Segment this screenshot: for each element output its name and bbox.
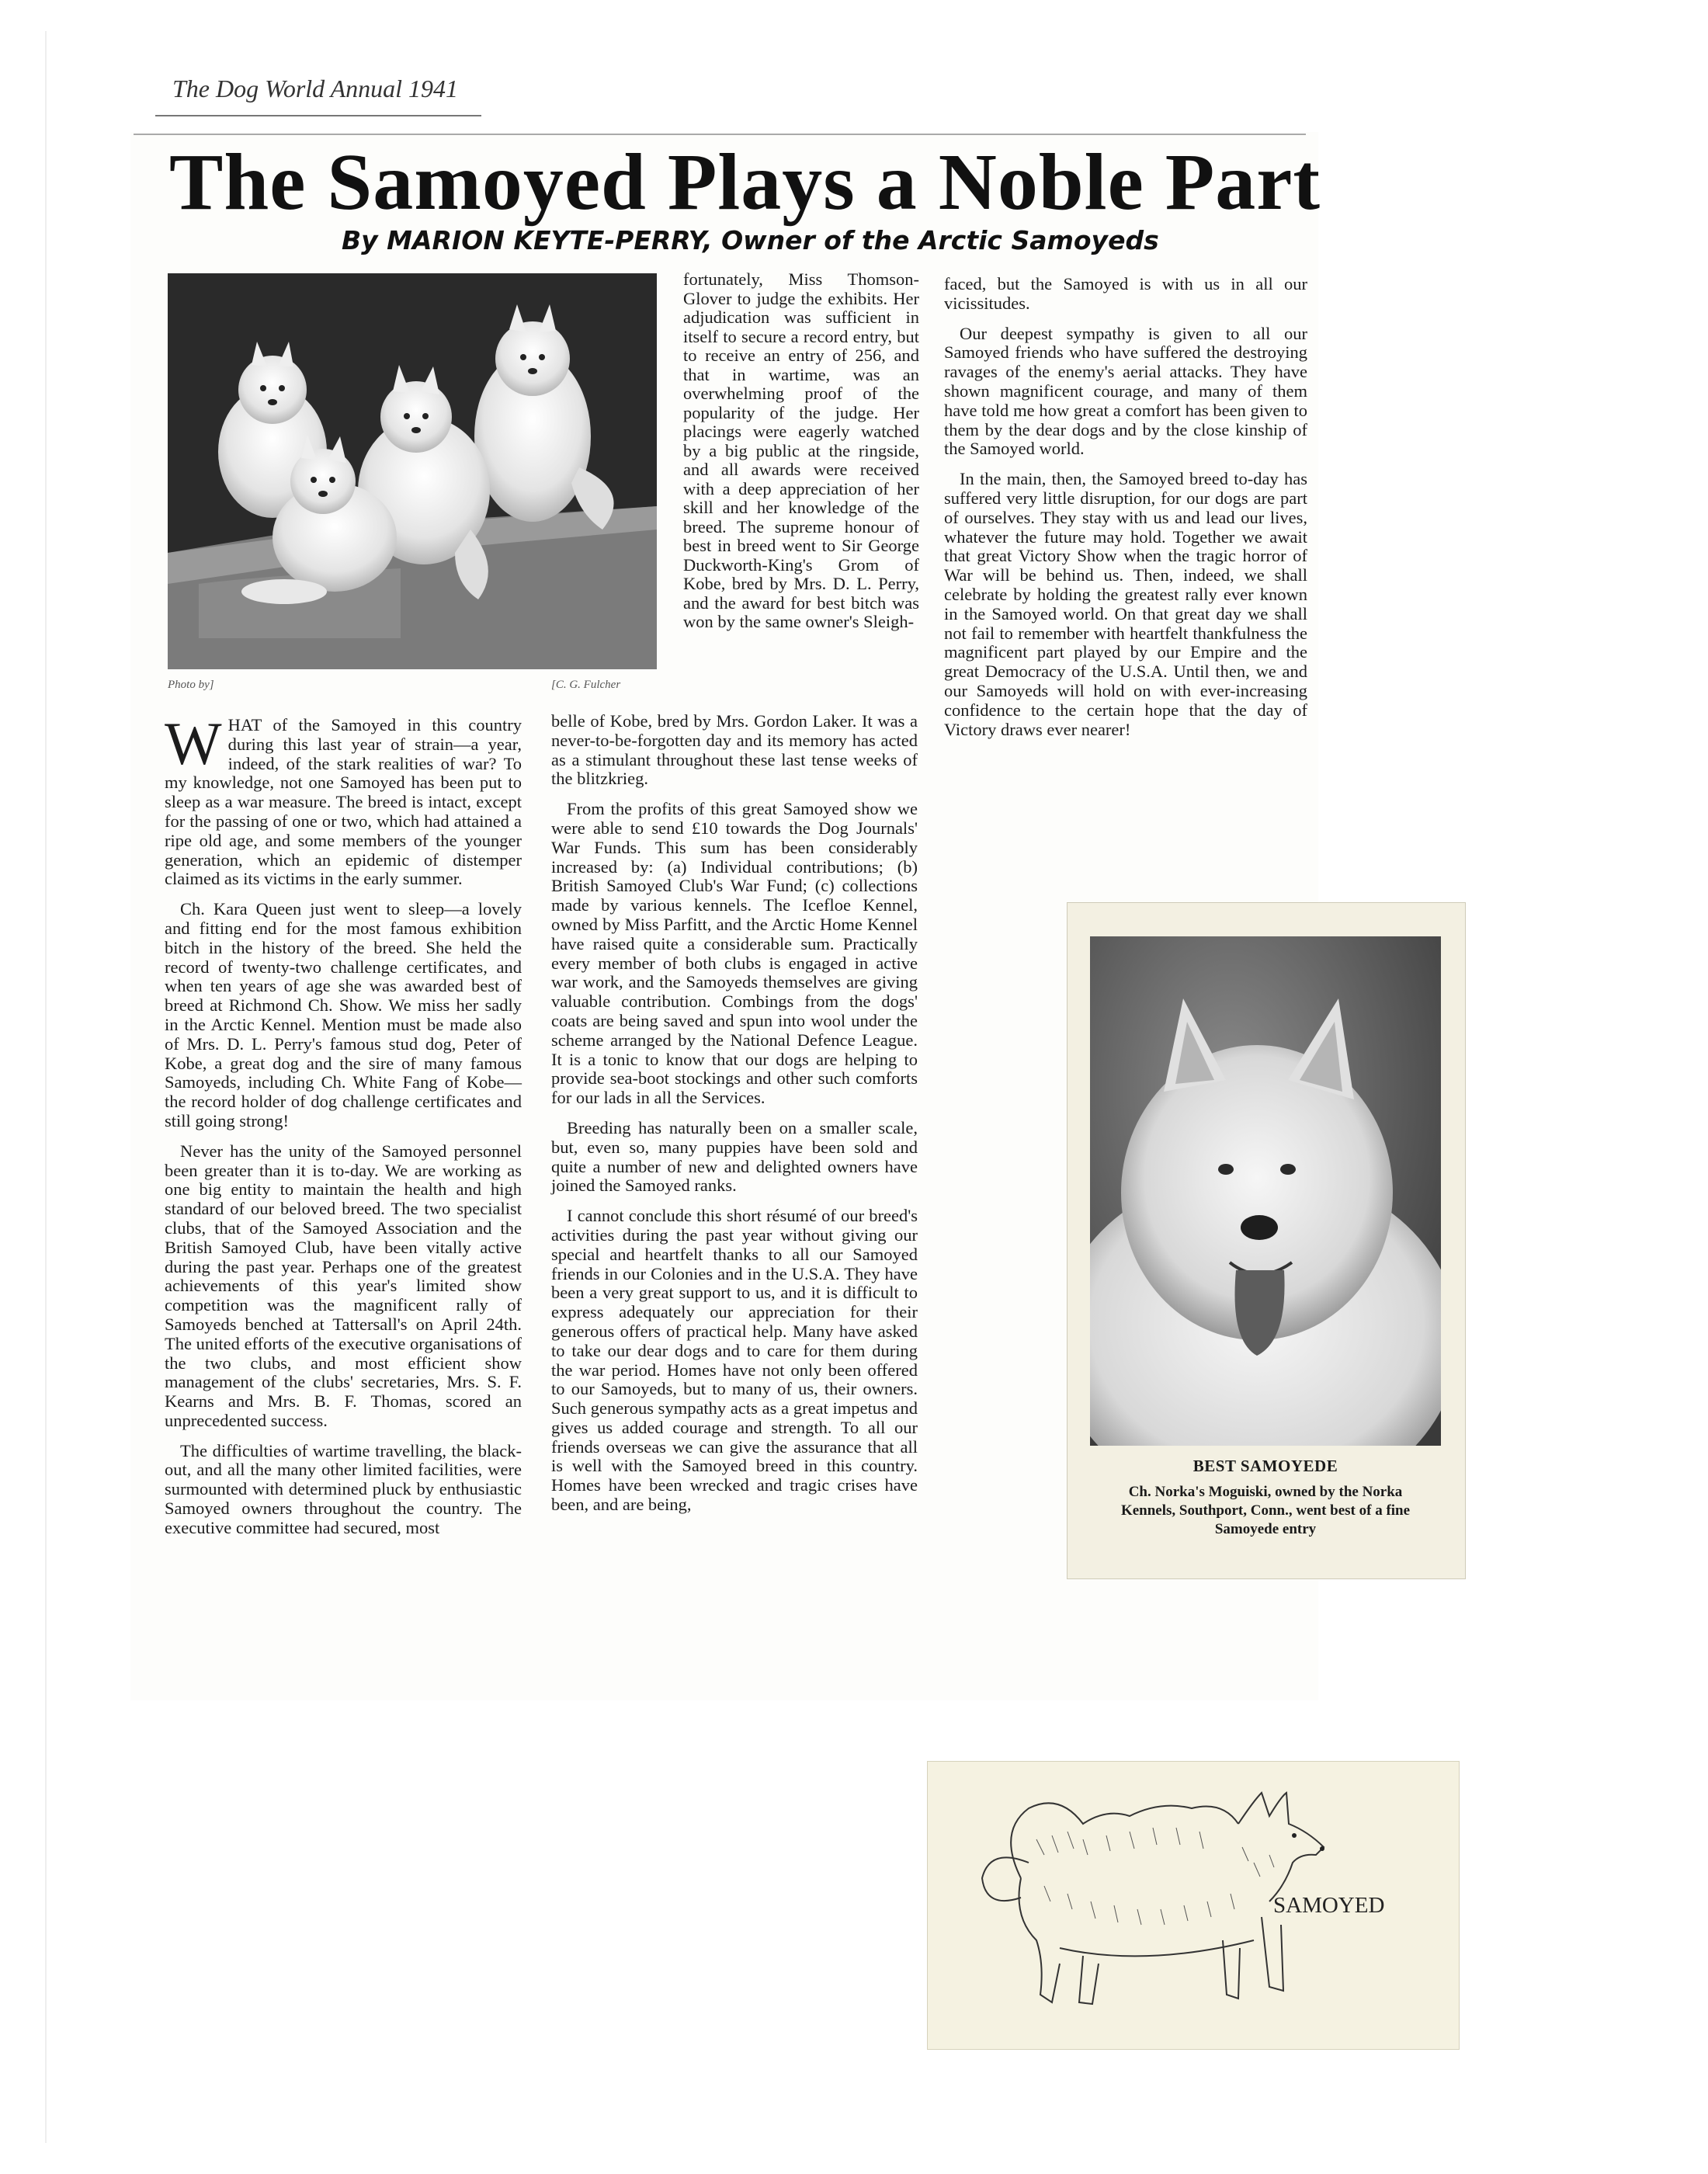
paragraph: faced, but the Samoyed is with us in all our vicissitudes. xyxy=(944,274,1307,313)
photo-credit-left: Photo by] xyxy=(168,679,214,691)
running-head: The Dog World Annual 1941 xyxy=(172,75,459,102)
photo-caption-title: BEST SAMOYEDE xyxy=(1192,1457,1338,1475)
paragraph: belle of Kobe, bred by Mrs. Gordon Laker. It was a never-to-be-forgotten day and its memory has acted as a stimulant throughout these last tense weeks of the blitzkrieg. xyxy=(551,711,918,789)
paragraph: The difficulties of wartime travelling, the black-out, and all the many other limited facilities, were surmounted with determined pluck by enthusiastic Samoyed owners throughout the country. The executive committee had secured, most xyxy=(165,1440,522,1537)
paragraph: Our deepest sympathy is given to all our Samoyed friends who have suffered the destroying ravages of the enemy's aerial attacks. They have shown magnificent courage, and many of them have told me how great a comfort has been given to them by the dear dogs and by the close kinship of the Samoyed world. xyxy=(944,323,1307,459)
article-title: The Samoyed Plays a Noble Part xyxy=(169,137,1321,227)
paragraph: From the profits of this great Samoyed show we were able to send £10 towards the Dog Journals' War Funds. This sum has been considerably increased by: (a) Individual contributions; (b) British Samoyed Club's War Fund; (c) collections made by various kennels. The Icefloe Kennel, owned by Miss Parfitt, and the Arctic Home Kennel have raised quite a considerable sum. Practically every member of both clubs is engaged in active war work, and the Samoyeds themselves are giving valuable contribution. Combings from the dogs' coats are being saved and spun into wool under the scheme arranged by the National Defence League. It is a tonic to know that our dogs are helping to provide sea-boot stockings and other such comforts for our lads in all the Services. xyxy=(551,799,918,1108)
paragraph-text: HAT of the Samoyed in this country during this last year of strain—a year, indeed, of the stark realities of war? To my knowledge, not one Samoyed has been put to sleep as a war measure. The breed is intact, except for the passing of one or two, which had attained a ripe old age, and some members of the younger generation, which an epidemic of distemper claimed as its victims in the early summer. xyxy=(165,715,522,889)
samoyeds-group-photo xyxy=(168,273,657,669)
paragraph: In the main, then, the Samoyed breed to-day has suffered very little disruption, for our dogs are part of ourselves. They stay with us and lead our lives, whatever the future may hold. Together we await that great Victory Show when the tragic horror of War will be behind us. Then, indeed, we shall celebrate by holding the greatest rally ever known in the Samoyed world. On that great day we shall not fail to remember with heartfelt thankfulness the magnificent part played by our Empire and the great Democracy of the U.S.A. Until then, we and our Samoyeds will hold on with ever-increasing confidence to the certain hope that the day of Victory draws ever nearer! xyxy=(944,469,1307,739)
drawing-label: SAMOYED xyxy=(1273,1893,1385,1918)
title-rule xyxy=(134,134,1306,135)
paragraph: Breeding has naturally been on a smaller scale, but, even so, many puppies have been sold and quite a number of new and delighted owners have joined the Samoyed ranks. xyxy=(551,1117,918,1196)
paragraph xyxy=(165,710,522,889)
paragraph: Never has the unity of the Samoyed personnel been greater than it is to-day. We are working as one big entity to maintain the health and high standard of our beloved breed. The two specialist clubs, that of the Samoyed Association and the British Samoyed Club, have been vitally active during the past year. Perhaps one of the greatest achievements of this year's limited show competition was the magnificent rally of Samoyeds benched at Tattersall's on April 24th. The united efforts of the executive organisations of the two clubs, and most efficient show management of the clubs' secretaries, Mrs. S. F. Kearns and Mrs. B. F. Thomas, scored an unprecedented success. xyxy=(165,1141,522,1430)
photo-credit-right: [C. G. Fulcher xyxy=(551,679,621,691)
samoyed-portrait-photo xyxy=(1090,936,1441,1446)
paragraph: I cannot conclude this short résumé of our breed's activities during the past year without giving our special and heartfelt thanks to all our Samoyed friends in our Colonies and in the U.S.A. They have been a very great support to us, and it is difficult to express adequately our appreciation for their generous offers of practical help. Many have asked to take our dear dogs and to care for them during the war period. Homes have not only been offered to our Samoyeds, but to many of us, their owners. Such generous sympathy acts as a great impetus and gives us added courage and strength. To all our friends overseas we can give the assurance that all is well with the Samoyed breed in this country. Homes have been wrecked and tragic crises have been, and are being, xyxy=(551,1206,918,1515)
paragraph: Ch. Kara Queen just went to sleep—a lovely and fitting end for the most famous exhibition bitch in the history of the breed. She held the record of twenty-two challenge certificates, and when ten years of age she was awarded best of breed at Richmond Ch. Show. We miss her sadly in the Arctic Kennel. Mention must be made also of Mrs. D. L. Perry's famous stud dog, Peter of Kobe, a great dog and the sire of many famous Samoyeds, including Ch. White Fang of Kobe—the record holder of dog challenge certificates and still going strong! xyxy=(165,899,522,1130)
article-byline: By MARION KEYTE-PERRY, Owner of the Arctic Samoyeds xyxy=(342,225,1159,255)
drop-cap: W xyxy=(165,710,222,777)
article-column-1 xyxy=(165,710,522,1549)
paragraph: fortunately, Miss Thomson-Glover to judge the exhibits. Her adjudication was sufficient in itself to secure a record entry, but to receive an entry of 256, and that in wartime, was an overwhelming proof of the popularity of the judge. Her placings were eagerly watched by a big public at the ringside, and all awards were received with a deep appreciation of her skill and her knowledge of the breed. The supreme honour of best in breed went to Sir George Duckworth-King's Grom of Kobe, bred by Mrs. D. L. Perry, and the award for best bitch was won by the same owner's Sleigh- xyxy=(683,269,919,631)
photo-caption-body: Ch. Norka's Moguiski, owned by the Norka Kennels, Southport, Conn., went best of a fine Samoyede entry xyxy=(1120,1484,1411,1537)
article-column-2-top xyxy=(683,270,919,632)
article-column-3 xyxy=(944,275,1307,750)
running-head-rule xyxy=(155,115,481,116)
article-column-2 xyxy=(551,712,918,1526)
